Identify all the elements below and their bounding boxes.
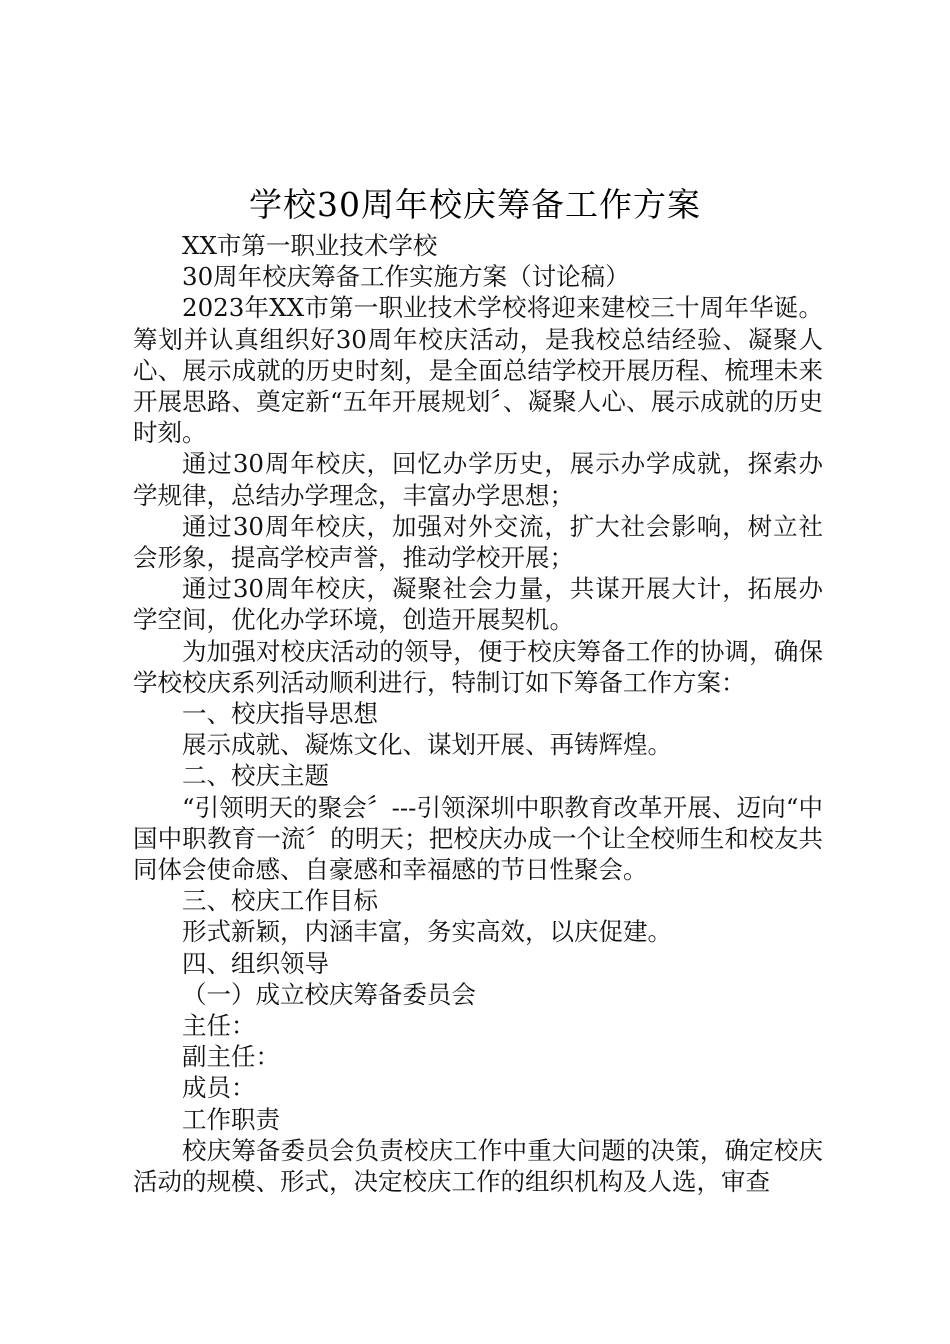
paragraph-responsibilities: 校庆筹备委员会负责校庆工作中重大问题的决策，确定校庆活动的规模、形式，决定校庆工作的组织机构及人选，审查 xyxy=(133,1135,823,1197)
section-heading-guiding-thought: 一、校庆指导思想 xyxy=(182,699,378,729)
document-title: 学校30周年校庆筹备工作方案 xyxy=(249,185,701,224)
field-director: 主任： xyxy=(182,1011,256,1041)
section-heading-goals: 三、校庆工作目标 xyxy=(182,886,378,916)
subsection-heading-responsibilities: 工作职责 xyxy=(182,1104,280,1134)
paragraph-school-name: XX市第一职业技术学校 xyxy=(182,231,438,260)
paragraph-purpose-1: 通过30周年校庆，回忆办学历史，展示办学成就，探索办学规律，总结办学理念，丰富办学思想； xyxy=(133,449,823,510)
document-body xyxy=(133,230,823,1197)
paragraph-plan-statement: 为加强对校庆活动的领导，便于校庆筹备工作的协调，确保学校校庆系列活动顺利进行，特制订如下筹备工作方案： xyxy=(133,636,823,697)
section-heading-organization: 四、组织领导 xyxy=(182,948,329,978)
paragraph-purpose-2: 通过30周年校庆，加强对外交流，扩大社会影响，树立社会形象，提高学校声誉，推动学校开展； xyxy=(133,511,823,573)
paragraph-theme: “引领明天的聚会〞---引领深圳中职教育改革开展、迈向“中国中职教育一流〞的明天；把校庆办成一个让全校师生和校友共同体会使命感、自豪感和幸福感的节日性聚会。 xyxy=(133,792,823,885)
paragraph-goals: 形式新颖，内涵丰富，务实高效，以庆促建。 xyxy=(182,917,672,947)
subsection-heading-committee: （一）成立校庆筹备委员会 xyxy=(182,979,476,1009)
field-members: 成员： xyxy=(182,1073,256,1103)
paragraph-plan-subtitle: 30周年校庆筹备工作实施方案（讨论稿） xyxy=(182,262,630,292)
paragraph-guiding-thought: 展示成就、凝炼文化、谋划开展、再铸辉煌。 xyxy=(182,730,672,760)
section-heading-theme: 二、校庆主题 xyxy=(182,761,329,791)
field-deputy-director: 副主任： xyxy=(182,1042,280,1072)
paragraph-purpose-3: 通过30周年校庆，凝聚社会力量，共谋开展大计，拓展办学空间，优化办学环境，创造开展契机。 xyxy=(133,574,823,635)
paragraph-intro: 2023年XX市第一职业技术学校将迎来建校三十周年华诞。筹划并认真组织好30周年校庆活动，是我校总结经验、凝聚人心、展示成就的历史时刻，是全面总结学校开展历程、梳理未来开展思路、奠定新“五年开展规划〞、凝聚人心、展示成就的历史时刻。 xyxy=(133,293,823,448)
